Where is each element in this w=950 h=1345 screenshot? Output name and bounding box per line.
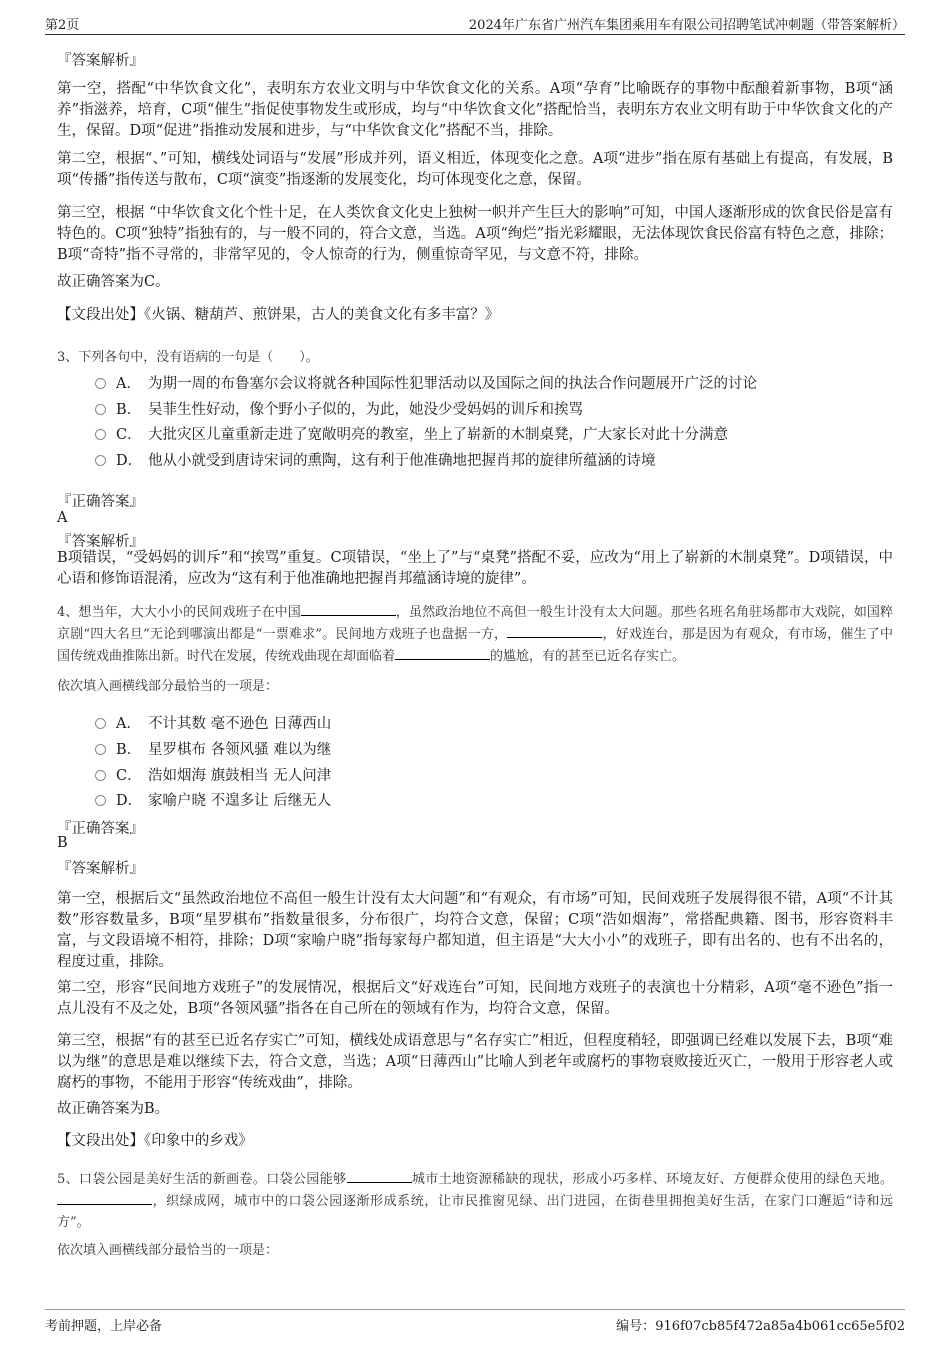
code-value: 916f07cb85f472a85a4b061cc65e5f02 bbox=[655, 1319, 905, 1334]
q5-question: 5、口袋公园是美好生活的新画卷。口袋公园能够 城市土地资源稀缺的现状，形成小巧多样、环境友好、方便群众使用的绿色天地。，织绿成网，城市中的口袋公园逐渐形成系统，让市民推窗见绿、出门进园，在街巷里拥抱美好生活，在家门口邂逅“诗和远方”。 bbox=[57, 1168, 893, 1233]
q3-question: 3、下列各句中，没有语病的一句是（ ）。 bbox=[57, 350, 319, 365]
radio-icon[interactable] bbox=[95, 744, 106, 755]
q2-analysis-p3: 第三空，根据 “中华饮食文化个性十足，在人类饮食文化史上独树一帜并产生巨大的影响”可知，中国人逐渐形成的饮食民俗是富有特色的。C项“独特”指独有的，与一般不同的，符合文意，当选。A项“绚烂”指光彩耀眼，无法体现饮食民俗富有特色之意，排除；B项“奇特”指不寻常的，非常罕见的，令人惊奇的行为，侧重惊奇罕见，与文意不符，排除。 bbox=[57, 205, 893, 263]
footer-slogan: 考前押题，上岸必备 bbox=[45, 1319, 163, 1334]
q3-analysis: B项错误，“受妈妈的训斥”和“挨骂”重复。C项错误，“坐上了”与“桌凳”搭配不妥，应改为“用上了崭新的木制桌凳”。D项错误，中心语和修饰语混淆，应改为“这有利于他准确地把握肖邦蕴涵诗境的旋律”。 bbox=[57, 550, 893, 587]
q3-answer-label: 『正确答案』 bbox=[57, 494, 144, 510]
radio-icon[interactable] bbox=[95, 795, 106, 806]
q4-answer-label: 『正确答案』 bbox=[57, 821, 144, 837]
q4-question: 4、想当年，大大小小的民间戏班子在中国 ，虽然政治地位不高但一般生计没有太大问题。那些名班名角驻场都市大戏院，如国粹京剧“四大名旦”无论到哪演出都是“一票难求”。民间地方戏班子也盘据一方， ，好戏连台，那是因为有观众，有市场，催生了中国传统戏曲推陈出新。时代在发展，传统戏曲现在却面临着 的尴尬，有的甚至已近名存实亡。 bbox=[57, 601, 893, 667]
radio-icon[interactable] bbox=[95, 378, 106, 389]
q2-analysis-p1: 第一空，搭配“中华饮食文化”，表明东方农业文明与中华饮食文化的关系。A项“孕育”比喻既存的事物中酝酿着新事物，B项“涵养”指滋养，培育，C项“催生”指促使事物发生或形成，均与“中华饮食文化”搭配恰当，表明东方农业文明有助于中华饮食文化的产生，保留。D项“促进”指推动发展和进步，与“中华饮食文化”搭配不当，排除。 bbox=[57, 81, 893, 139]
q4-answer: B bbox=[57, 835, 68, 851]
blank-1 bbox=[301, 601, 396, 616]
page-header bbox=[45, 12, 905, 35]
q3-analysis-label: 『答案解析』 bbox=[57, 534, 144, 550]
q4-option-a[interactable]: A． 不计其数 毫不逊色 日薄西山 bbox=[95, 712, 331, 733]
document-title: 2024年广东省广州汽车集团乘用车有限公司招聘笔试冲刺题（带答案解析） bbox=[468, 18, 905, 33]
q4-instruction: 依次填入画横线部分最恰当的一项是： bbox=[57, 679, 279, 694]
q4-analysis-label: 『答案解析』 bbox=[57, 861, 144, 877]
q4-option-b[interactable]: B． 星罗棋布 各领风骚 难以为继 bbox=[95, 738, 331, 759]
q2-analysis-label: 『答案解析』 bbox=[57, 53, 144, 69]
q4-source: 【文段出处】《印象中的乡戏》 bbox=[57, 1133, 253, 1149]
q3-option-b[interactable]: B． 吴菲生性好动，像个野小子似的，为此，她没少受妈妈的训斥和挨骂 bbox=[95, 398, 583, 419]
footer-code: 编号：916f07cb85f472a85a4b061cc65e5f02 bbox=[616, 1319, 905, 1334]
q4-analysis-p2: 第二空，形容“民间地方戏班子”的发展情况，根据后文“好戏连台”可知，民间地方戏班子的表演也十分精彩，A项“毫不逊色”指一点儿没有不及之处，B项“各领风骚”指各在自己所在的领域有作为，均符合文意，保留。 bbox=[57, 980, 893, 1017]
q3-answer: A bbox=[57, 510, 68, 526]
q3-option-a[interactable]: A． 为期一周的布鲁塞尔会议将就各种国际性犯罪活动以及国际之间的执法合作问题展开广泛的讨论 bbox=[95, 372, 757, 393]
radio-icon[interactable] bbox=[95, 718, 106, 729]
q3-option-c[interactable]: C． 大批灾区儿童重新走进了宽敞明亮的教室，坐上了崭新的木制桌凳，广大家长对此十分满意 bbox=[95, 423, 728, 444]
blank-3 bbox=[395, 645, 490, 660]
blank-1 bbox=[347, 1168, 412, 1183]
radio-icon[interactable] bbox=[95, 770, 106, 781]
radio-icon[interactable] bbox=[95, 429, 106, 440]
radio-icon[interactable] bbox=[95, 455, 106, 466]
q5-instruction: 依次填入画横线部分最恰当的一项是： bbox=[57, 1243, 279, 1258]
radio-icon[interactable] bbox=[95, 404, 106, 415]
q4-option-d[interactable]: D． 家喻户晓 不遑多让 后继无人 bbox=[95, 789, 331, 810]
page-number: 第2页 bbox=[45, 18, 80, 33]
q2-analysis-p2: 第二空，根据“、”可知，横线处词语与“发展”形成并列，语义相近，体现变化之意。A项“进步”指在原有基础上有提高，有发展，B项“传播”指传送与散布，C项“演变”指逐渐的发展变化，均可体现变化之意，保留。 bbox=[57, 151, 893, 188]
blank-2 bbox=[507, 623, 602, 638]
blank-2 bbox=[57, 1190, 152, 1205]
q4-option-c[interactable]: C． 浩如烟海 旗鼓相当 无人问津 bbox=[95, 764, 331, 785]
q4-conclusion: 故正确答案为B。 bbox=[57, 1101, 170, 1117]
q2-source: 【文段出处】《火锅、糖葫芦、煎饼果，古人的美食文化有多丰富？》 bbox=[57, 307, 500, 323]
q4-analysis-p1: 第一空，根据后文“虽然政治地位不高但一般生计没有太大问题”和“有观众，有市场”可知，民间戏班子发展得很不错，A项“不计其数”形容数量多，B项“星罗棋布”指数量很多，分布很广，均符合文意，保留；C项“浩如烟海”，常搭配典籍、图书，形容资料丰富，与文段语境不相符，排除；D项“家喻户晓”指每家每户都知道，但主语是“大大小小”的戏班子，即有出名的、也有不出名的，程度过重，排除。 bbox=[57, 891, 893, 970]
page-footer bbox=[45, 1309, 905, 1336]
q2-conclusion: 故正确答案为C。 bbox=[57, 274, 170, 290]
q3-option-d[interactable]: D． 他从小就受到唐诗宋词的熏陶，这有利于他准确地把握肖邦的旋律所蕴涵的诗境 bbox=[95, 449, 656, 470]
q4-analysis-p3: 第三空，根据“有的甚至已近名存实亡”可知，横线处成语意思与“名存实亡”相近，但程度稍轻，即强调已经难以发展下去，B项“难以为继”的意思是难以继续下去，符合文意，当选；A项“日薄西山”比喻人到老年或腐朽的事物衰败接近灭亡，一般用于形容老人或腐朽的事物，不能用于形容“传统戏曲”，排除。 bbox=[57, 1033, 893, 1091]
